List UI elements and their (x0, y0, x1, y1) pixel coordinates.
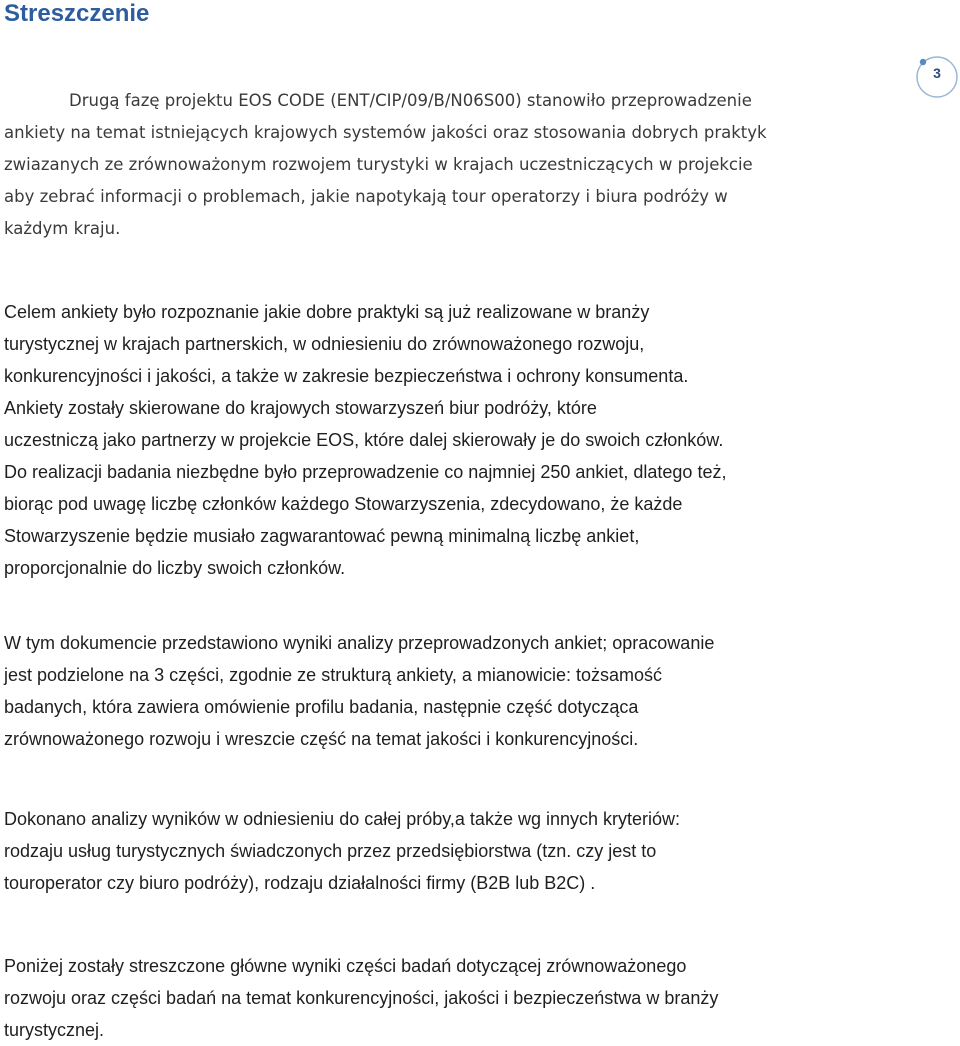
paragraph-line: proporcjonalnie do liczby swoich członków. (4, 558, 346, 578)
paragraph-line: Poniżej zostały streszczone główne wyniki części badań dotyczącej zrównoważonego (4, 956, 687, 976)
paragraph-line: Celem ankiety było rozpoznanie jakie dobre praktyki są już realizowane w branży (4, 302, 650, 322)
paragraph-line: Drugą fazę projektu EOS CODE (ENT/CIP/09/B/N06S00) stanowiło przeprowadzenie (69, 91, 752, 110)
paragraph-line: Dokonano analizy wyników w odniesieniu do całej próby,a także wg innych kryteriów: (4, 809, 681, 829)
paragraph-line: jest podzielone na 3 części, zgodnie ze strukturą ankiety, a mianowicie: tożsamość (4, 665, 662, 685)
paragraph-line: W tym dokumencie przedstawiono wyniki analizy przeprowadzonych ankiet; opracowanie (4, 633, 715, 653)
paragraph-line: Ankiety zostały skierowane do krajowych stowarzyszeń biur podróży, które (4, 398, 597, 418)
paragraph-line: konkurencyjności i jakości, a także w zakresie bezpieczeństwa i ochrony konsumenta. (4, 366, 689, 386)
paragraph-line: ankiety na temat istniejących krajowych systemów jakości oraz stosowania dobrych praktyk (4, 123, 767, 142)
paragraph-line: aby zebrać informacji o problemach, jakie napotykają tour operatorzy i biura podróży w (4, 187, 728, 206)
paragraph-line: turystycznej w krajach partnerskich, w odniesieniu do zrównoważonego rozwoju, (4, 334, 645, 354)
paragraph-line: rozwoju oraz części badań na temat konkurencyjności, jakości i bezpieczeństwa w branży (4, 988, 719, 1008)
section-heading: Streszczenie (4, 0, 150, 27)
paragraph-survey-goal (4, 296, 726, 584)
paragraph-summary-intro (4, 950, 718, 1046)
paragraph-line: biorąc pod uwagę liczbę członków każdego Stowarzyszenia, zdecydowano, że każde (4, 494, 683, 514)
paragraph-line: uczestniczą jako partnerzy w projekcie EOS, które dalej skierowały je do swoich członków. (4, 430, 724, 450)
paragraph-document-structure (4, 627, 714, 755)
paragraph-intro (4, 85, 767, 245)
paragraph-line: zwiazanych ze zrównoważonym rozwojem turystyki w krajach uczestniczących w projekcie (4, 155, 753, 174)
paragraph-line: badanych, która zawiera omówienie profilu badania, następnie część dotycząca (4, 697, 639, 717)
paragraph-line: Stowarzyszenie będzie musiało zagwarantować pewną minimalną liczbę ankiet, (4, 526, 640, 546)
paragraph-line: zrównoważonego rozwoju i wreszcie część na temat jakości i konkurencyjności. (4, 729, 639, 749)
page-number: 3 (933, 65, 941, 81)
page-number-badge (914, 54, 956, 96)
paragraph-line: Do realizacji badania niezbędne było przeprowadzenie co najmniej 250 ankiet, dlatego też, (4, 462, 727, 482)
paragraph-line: turystycznej. (4, 1020, 105, 1040)
paragraph-analysis-criteria (4, 803, 680, 899)
paragraph-line: każdym kraju. (4, 219, 121, 238)
paragraph-line: touroperator czy biuro podróży), rodzaju działalności firmy (B2B lub B2C) . (4, 873, 596, 893)
paragraph-line: rodzaju usług turystycznych świadczonych przez przedsiębiorstwa (tzn. czy jest to (4, 841, 657, 861)
